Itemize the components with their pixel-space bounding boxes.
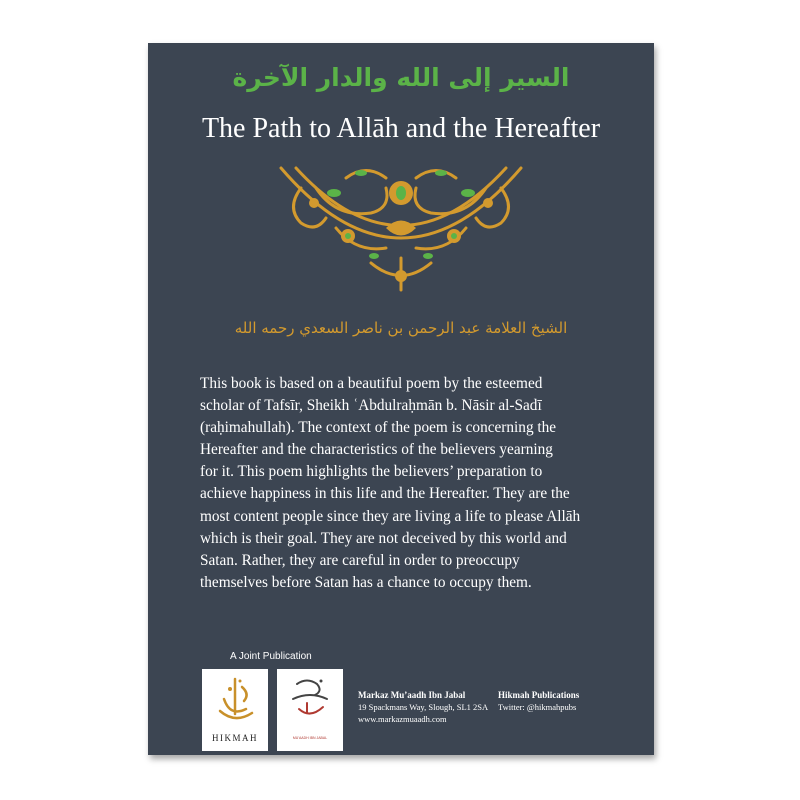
- publisher-hikmah: [498, 689, 579, 713]
- publisher-address: 19 Spackmans Way, Slough, SL1 2SA: [358, 702, 489, 712]
- arabic-author-line: الشيخ العلامة عبد الرحمن بن ناصر السعدي رحمه الله: [234, 319, 568, 337]
- publisher-twitter: Twitter: @hikmahpubs: [498, 702, 577, 712]
- hikmah-calligraphy-icon: [202, 669, 268, 729]
- floral-ornament-icon: [276, 158, 526, 293]
- blurb-line: for it. This poem highlights the believers’ preparation to: [200, 463, 543, 481]
- blurb-line: Hereafter and the characteristics of the believers yearning: [200, 441, 553, 459]
- blurb-line: themselves before Satan has a chance to occupy them.: [200, 573, 532, 591]
- blurb-line: most content people since they are living a life to please Allāh: [200, 507, 581, 525]
- book-description: [200, 373, 608, 594]
- blurb-line: (raḥimahullah). The context of the poem is concerning the: [200, 419, 557, 437]
- arabic-title: السير إلى الله والدار الآخرة: [232, 63, 570, 92]
- blurb-line: which is their goal. They are not deceived by this world and: [200, 529, 567, 547]
- publisher-name: Hikmah Publications: [498, 690, 580, 700]
- book-back-cover: [148, 43, 654, 755]
- blurb-line: Satan. Rather, they are careful in order to preoccupy: [200, 551, 520, 569]
- blurb-line: scholar of Tafsīr, Sheikh ʿAbdulraḥmān b. Nāsir al-Sadī: [200, 397, 542, 415]
- publisher-name: Markaz Mu’aadh Ibn Jabal: [358, 690, 466, 700]
- publisher-markaz: [358, 689, 488, 725]
- blurb-line: achieve happiness in this life and the Hereafter. They are the: [200, 485, 570, 503]
- blurb-line: This book is based on a beautiful poem by the esteemed: [200, 375, 543, 392]
- joint-publication-label: A Joint Publication: [230, 651, 312, 662]
- markaz-calligraphy-icon: [277, 669, 343, 729]
- markaz-logo-text: MU'AADH IBN JABAL: [292, 736, 328, 740]
- publisher-website: www.markazmuaadh.com: [358, 714, 447, 724]
- book-title: The Path to Allāh and the Hereafter: [201, 113, 601, 144]
- hikmah-logo: [202, 669, 268, 751]
- markaz-logo: [277, 669, 343, 751]
- hikmah-logo-text: HIKMAH: [212, 733, 258, 743]
